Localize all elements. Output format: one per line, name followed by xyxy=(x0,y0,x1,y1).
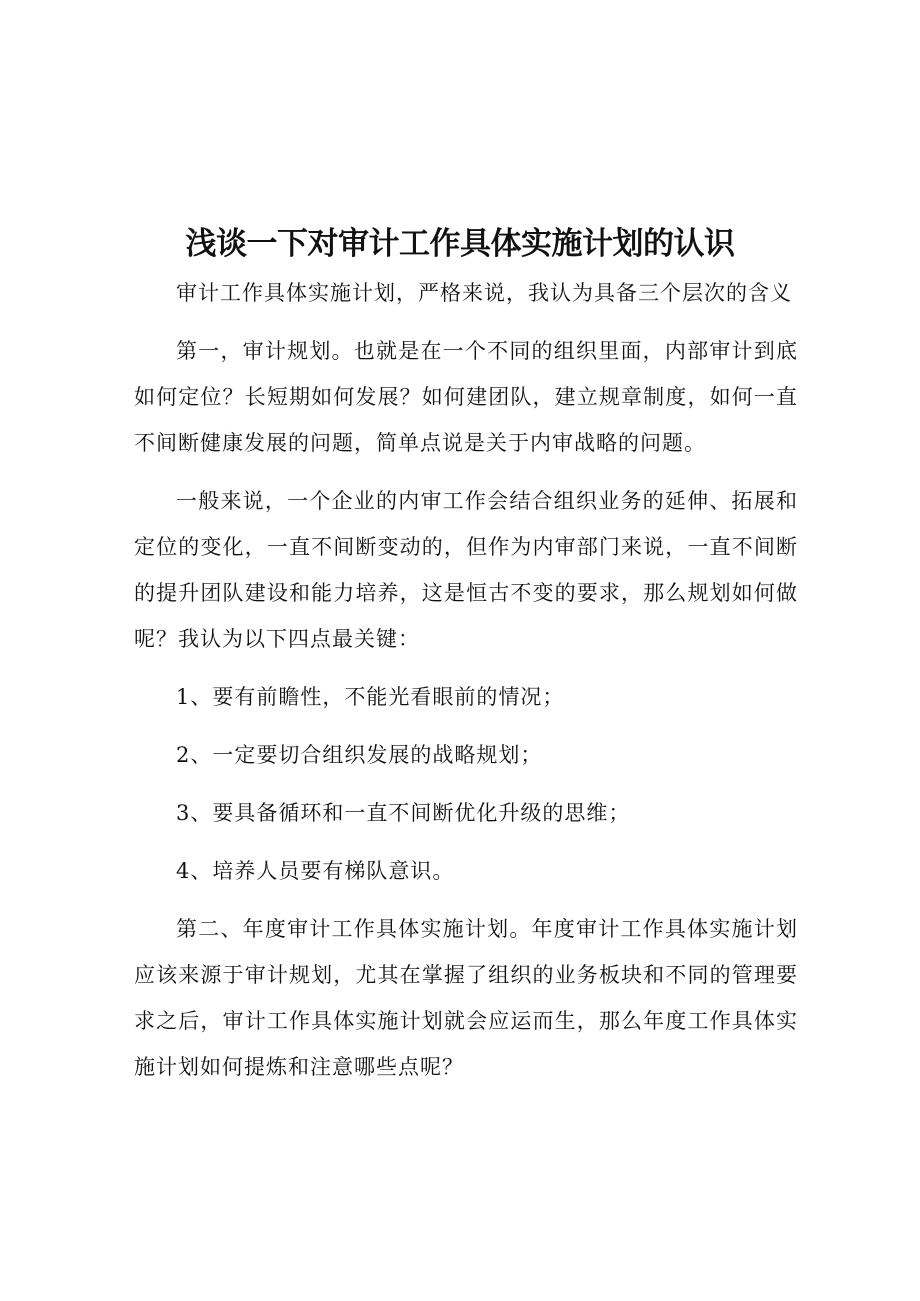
paragraph-annual-plan: 第二、年度审计工作具体实施计划。年度审计工作具体实施计划应该来源于审计规划，尤其在掌握了组织的业务板块和不同的管理要求之后，审计工作具体实施计划就会应运而生，那么年度工作具体实施计划如何提炼和注意哪些点呢？ xyxy=(134,917,798,1079)
list-item: 3、要具备循环和一直不间断优化升级的思维； xyxy=(176,801,631,825)
list-item: 1、要有前瞻性，不能光看眼前的情况； xyxy=(176,685,565,709)
paragraph-audit-planning: 第一，审计规划。也就是在一个不同的组织里面，内部审计到底如何定位？长短期如何发展？如何建团队，建立规章制度，如何一直不间断健康发展的问题，简单点说是关于内审战略的问题。 xyxy=(134,339,798,455)
document-body xyxy=(134,270,798,1090)
intro-paragraph: 审计工作具体实施计划，严格来说，我认为具备三个层次的含义 xyxy=(176,281,792,305)
key-points-list xyxy=(134,674,798,894)
list-item: 2、一定要切合组织发展的战略规划； xyxy=(176,743,543,767)
document-title: 浅谈一下对审计工作具体实施计划的认识 xyxy=(185,226,735,262)
list-item: 4、培养人员要有梯队意识。 xyxy=(176,859,455,883)
paragraph-planning-detail: 一般来说，一个企业的内审工作会结合组织业务的延伸、拓展和定位的变化，一直不间断变动的，但作为内审部门来说，一直不间断的提升团队建设和能力培养，这是恒古不变的要求，那么规划如何做呢？我认为以下四点最关键： xyxy=(134,489,798,651)
